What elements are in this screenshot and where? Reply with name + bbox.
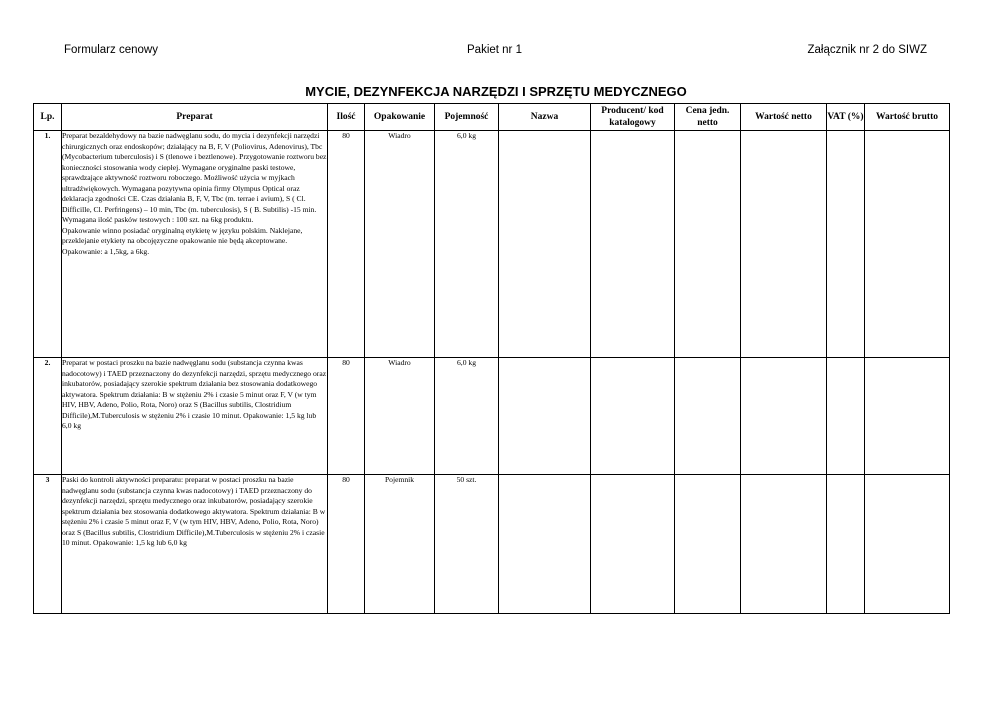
cell-opakowanie: Wiadro [365,358,435,475]
cell-ilosc: 80 [328,358,365,475]
cell-ilosc: 80 [328,131,365,358]
table-header-row [34,104,950,131]
col-header-opakowanie: Opakowanie [365,104,435,131]
header-package-number: Pakiet nr 1 [467,44,522,56]
cell-cena[interactable] [675,358,741,475]
cell-preparat [62,475,328,614]
cell-vat[interactable] [827,131,865,358]
col-header-nazwa: Nazwa [499,104,591,131]
table-row [34,131,950,358]
cell-wartosc-netto[interactable] [741,358,827,475]
cell-opakowanie: Pojemnik [365,475,435,614]
col-header-cena: Cena jedn. netto [675,104,741,131]
cell-producent[interactable] [591,475,675,614]
cell-ilosc: 80 [328,475,365,614]
col-header-producent: Producent/ kod katalogowy [591,104,675,131]
preparat-description: Preparat bezaldehydowy na bazie nadwęglanu sodu, do mycia i dezynfekcji narzędzi chirurgicznych oraz endoskopów; działający na B, F, V (Poliovirus, Adenovirus), Tbc (Mycobacterium tuberculosis) i S (tlenowe i beztlenowe). Przygotowanie roztworu bez konieczności stosowania wody ciepłej. Wymagane oryginalne paski testowe, sprawdzające aktywność roztworu roboczego. Możliwość użycia w myjkach ultradźwiękowych. Wymagana pozytywna opinia firmy Olympus Optical oraz deklaracja zgodności CE. Czas działania B, F, V, Tbc (m. terrae i avium), S ( Cl. Difficille, Cl. Perfringens) – 10 min, Tbc (m. tuberculosis), S ( B. Subtilis) -15 min. Wymagana ilość pasków testowych : 100 szt. na 6kg produktu. [62,131,327,224]
cell-preparat [62,358,328,475]
cell-pojemnosc: 50 szt. [435,475,499,614]
page-title: MYCIE, DEZYNFEKCJA NARZĘDZI I SPRZĘTU MEDYCZNEGO [305,84,687,99]
col-header-vat: VAT (%) [827,104,865,131]
cell-nazwa[interactable] [499,358,591,475]
col-header-wartosc-brutto: Wartość brutto [865,104,950,131]
col-header-pojemnosc: Pojemność [435,104,499,131]
col-header-wartosc-netto: Wartość netto [741,104,827,131]
cell-wartosc-netto[interactable] [741,475,827,614]
header-attachment: Załącznik nr 2 do SIWZ [807,44,927,56]
cell-cena[interactable] [675,475,741,614]
cell-wartosc-brutto[interactable] [865,131,950,358]
cell-vat[interactable] [827,475,865,614]
cell-nazwa[interactable] [499,131,591,358]
price-form-table [33,103,950,614]
cell-producent[interactable] [591,358,675,475]
preparat-description: Preparat w postaci proszku na bazie nadwęglanu sodu (substancja czynna kwas nadocotowy) i TAED przeznaczony do dezynfekcji narzędzi, sprzętu medycznego oraz inkubatorów, posiadający szerokie spektrum działania bez stosowania dodatkowego aktywatora. Spektrum działania: B w stężeniu 2% i czasie 5 minut oraz F, V (w tym HIV, HBV, Adeno, Polio, Rota, Noro) oraz S (Bacillus subtilis, Clostridium Difficile),M.Tuberculosis w stężeniu 2% i czasie 10 minut. Opakowanie: 1,5 kg lub 6,0 kg [62,358,327,430]
cell-lp: 1. [34,131,62,358]
table-row [34,475,950,614]
preparat-label-note: Opakowanie winno posiadać oryginalną etykietę w języku polskim. Naklejane, przeklejanie etykiety na obcojęzyczne opakowanie nie będą akceptowane. [62,225,303,245]
cell-nazwa[interactable] [499,475,591,614]
cell-pojemnosc: 6,0 kg [435,131,499,358]
cell-wartosc-netto[interactable] [741,131,827,358]
table-row [34,358,950,475]
cell-preparat [62,131,328,358]
preparat-packaging-note: Opakowanie: a 1,5kg, a 6kg. [62,246,150,256]
cell-lp: 2. [34,358,62,475]
cell-cena[interactable] [675,131,741,358]
cell-wartosc-brutto[interactable] [865,358,950,475]
cell-opakowanie: Wiadro [365,131,435,358]
col-header-lp: Lp. [34,104,62,131]
preparat-description: Paski do kontroli aktywności preparatu: preparat w postaci proszku na bazie nadwęglanu sodu (substancja czynna kwas nadocotowy) i TAED przeznaczony do dezynfekcji narzędzi, sprzętu medycznego oraz inkubatorów, posiadający szerokie spektrum działania bez stosowania dodatkowego aktywatora. Spektrum działania: B w stężeniu 2% i czasie 5 minut oraz F, V (w tym HIV, HBV, Adeno, Polio, Rota, Noro) oraz S (Bacillus subtilis, Clostridium Difficile),M.Tuberculosis w stężeniu 2% i czasie 10 minut. Opakowanie: 1,5 kg lub 6,0 kg [62,475,326,547]
cell-wartosc-brutto[interactable] [865,475,950,614]
cell-producent[interactable] [591,131,675,358]
header-form-name: Formularz cenowy [64,44,158,56]
cell-pojemnosc: 6,0 kg [435,358,499,475]
col-header-preparat: Preparat [62,104,328,131]
col-header-ilosc: Ilość [328,104,365,131]
cell-lp: 3 [34,475,62,614]
cell-vat[interactable] [827,358,865,475]
